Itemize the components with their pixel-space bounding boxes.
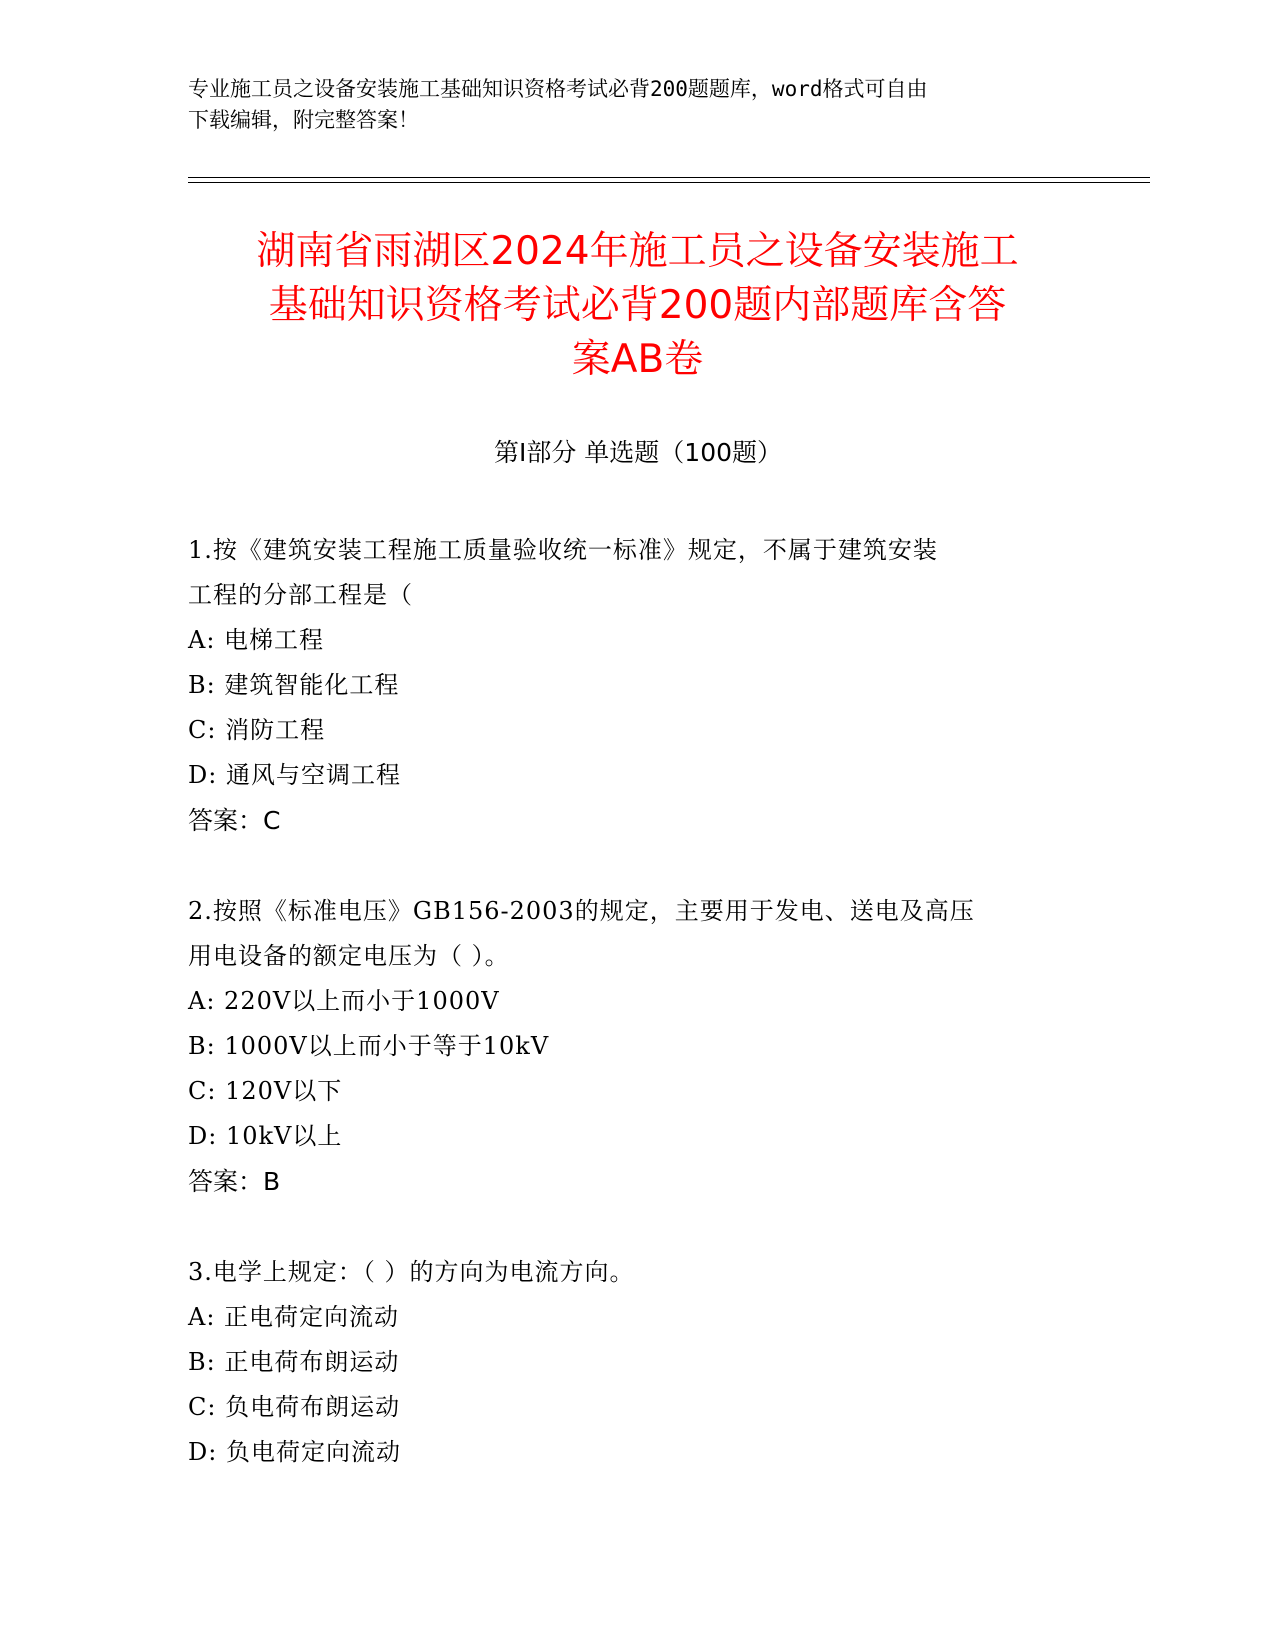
header-divider [188, 177, 1150, 178]
document-title-line: 案AB卷 [571, 337, 704, 382]
question-stem: 用电设备的额定电压为（ ）。 [188, 942, 510, 970]
option-d: D: 负电荷定向流动 [188, 1438, 401, 1466]
question-stem: 3.电学上规定：（ ）的方向为电流方向。 [188, 1258, 635, 1286]
option-c: C: 消防工程 [188, 716, 326, 744]
question-stem: 2.按照《标准电压》GB156-2003的规定，主要用于发电、送电及高压 [188, 897, 975, 925]
option-a: A: 电梯工程 [188, 626, 325, 654]
option-d: D: 通风与空调工程 [188, 761, 401, 789]
option-b: B: 正电荷布朗运动 [188, 1348, 400, 1376]
option-a: A: 220V以上而小于1000V [188, 987, 500, 1015]
header-note-line: 下载编辑，附完整答案！ [188, 108, 419, 132]
option-d: D: 10kV以上 [188, 1122, 343, 1150]
option-c: C: 120V以下 [188, 1077, 343, 1105]
document-title-line: 湖南省雨湖区2024年施工员之设备安装施工 [256, 229, 1019, 274]
header-note-line: 专业施工员之设备安装施工基础知识资格考试必背200题题库，word格式可自由 [188, 77, 928, 101]
header-note [188, 74, 1088, 136]
document-title [180, 225, 1095, 387]
question-list [188, 528, 1088, 1521]
document-title-line: 基础知识资格考试必背200题内部题库含答 [268, 283, 1007, 328]
answer: 答案：B [188, 1167, 281, 1196]
question-3 [188, 1250, 1088, 1475]
answer: 答案：C [188, 806, 281, 835]
option-b: B: 1000V以上而小于等于10kV [188, 1032, 550, 1060]
question-stem: 1.按《建筑安装工程施工质量验收统一标准》规定，不属于建筑安装 [188, 536, 938, 564]
question-stem: 工程的分部工程是（ [188, 581, 413, 609]
option-b: B: 建筑智能化工程 [188, 671, 400, 699]
question-2 [188, 889, 1088, 1204]
section-title: 第Ⅰ部分 单选题（100题） [493, 438, 783, 467]
option-a: A: 正电荷定向流动 [188, 1303, 400, 1331]
question-1 [188, 528, 1088, 843]
header-divider [188, 182, 1150, 183]
option-c: C: 负电荷布朗运动 [188, 1393, 401, 1421]
